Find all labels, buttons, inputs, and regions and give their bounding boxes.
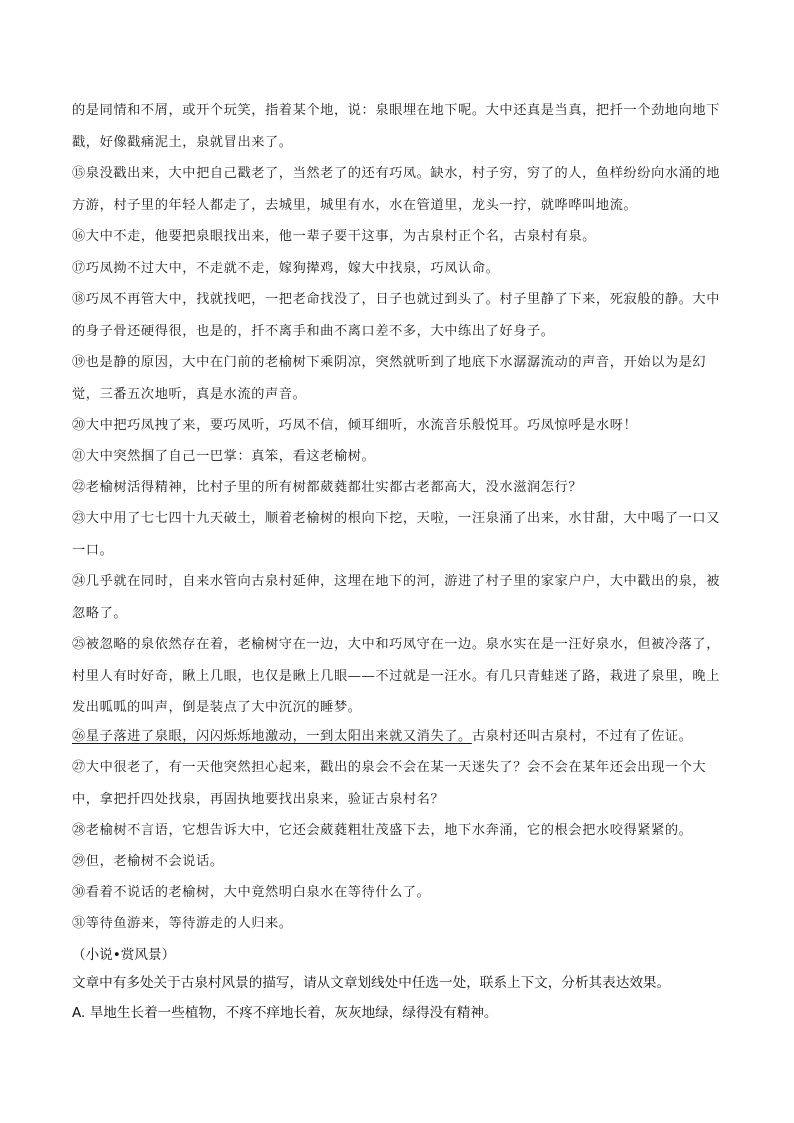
paragraph-16: ⑯大中不走，他要把泉眼找出来，他一辈子要干这事，为古泉村正个名，古泉村有泉。 — [72, 229, 596, 244]
paragraph-29: ㉙但，老榆树不会说话。 — [72, 854, 224, 869]
question-prompt: 文章中有多处关于古泉村风景的描写，请从文章划线处中任选一处，联系上下文，分析其表达效果。 — [72, 975, 671, 991]
paragraph-26-rest: 古泉村还叫古泉村，不过有了佐证。 — [471, 729, 693, 744]
paragraph-24: ㉔几乎就在同时，自来水管向古泉村延伸，这埋在地下的河，游进了村子里的家家户户，大中戳出的泉，被忽略了。 — [72, 574, 721, 621]
paragraph-21: ㉑大中突然掴了自己一巴掌：真笨，看这老榆树。 — [72, 449, 376, 464]
paragraph-23: ㉓大中用了七七四十九天破土，顺着老榆树的根向下挖，天啦，一汪泉涌了出来，水甘甜，大中喝了一口又一口。 — [72, 511, 721, 558]
paragraph-28: ㉘老榆树不言语，它想告诉大中，它还会葳蕤粗壮茂盛下去，地下水奔涌，它的根会把水咬得紧紧的。 — [72, 823, 693, 838]
paragraph-19: ⑲也是静的原因，大中在门前的老榆树下乘阴凉，突然就听到了地底下水潺潺流动的声音，开始以为是幻觉，三番五次地听，真是水流的声音。 — [72, 355, 707, 402]
answer-option-a: A. 旱地生长着一些植物，不疼不痒地长着，灰灰地绿，绿得没有精神。 — [72, 1005, 498, 1021]
paragraph-17: ⑰巧凤拗不过大中，不走就不走，嫁狗撵鸡，嫁大中找泉，巧凤认命。 — [72, 261, 500, 276]
paragraph-31: ㉛等待鱼游来，等待游走的人归来。 — [72, 916, 293, 931]
paragraph-27: ㉗大中很老了，有一天他突然担心起来，戳出的泉会不会在某一天迷失了？会不会在某年还会出现一个大中，拿把扦四处找泉，再固执地要找出泉来，验证古泉村名？ — [72, 760, 707, 807]
paragraph-25: ㉕被忽略的泉依然存在着，老榆树守在一边，大中和巧凤守在一边。泉水实在是一汪好泉水，但被冷落了，村里人有时好奇，瞅上几眼，也仅是瞅上几眼——不过就是一汪水。有几只青蛙迷了路，栽进了泉里，晚上发出呱呱的叫声，倒是装点了大中沉沉的睡梦。 — [72, 637, 721, 715]
paragraph-22: ㉒老榆树活得精神，比村子里的所有树都葳蕤都壮实都古老都高大，没水滋润怎行？ — [72, 480, 583, 495]
paragraph-continued: 的是同情和不屑，或开个玩笑，指着某个地，说：泉眼埋在地下呢。大中还真是当真，把扦一个劲地向地下戳，好像戳痛泥土，泉就冒出来了。 — [72, 103, 721, 150]
question-tag: （小说•赏风景） — [72, 947, 176, 963]
underlined-scenery-sentence: ㉖星子落进了泉眼，闪闪烁烁地激动，一到太阳出来就又消失了。 — [72, 729, 472, 744]
paragraph-30: ㉚看着不说话的老榆树，大中竟然明白泉水在等待什么了。 — [72, 885, 431, 900]
paragraph-18: ⑱巧凤不再管大中，找就找吧，一把老命找没了，日子也就过到头了。村子里静了下来，死寂般的静。大中的身子骨还硬得很，也是的，扦不离手和曲不离口差不多，大中练出了好身子。 — [72, 292, 721, 339]
paragraph-20: ⑳大中把巧凤拽了来，要巧凤听，巧凤不信，倾耳细听，水流音乐般悦耳。巧凤惊呼是水呀！ — [72, 418, 638, 433]
paragraph-15: ⑮泉没戳出来，大中把自己戳老了，当然老了的还有巧凤。缺水，村子穷，穷了的人，鱼样纷纷向水涌的地方游，村子里的年轻人都走了，去城里，城里有水，水在管道里，龙头一拧，就哗哗叫地流。 — [72, 166, 721, 213]
paragraph-26 — [72, 721, 726, 753]
